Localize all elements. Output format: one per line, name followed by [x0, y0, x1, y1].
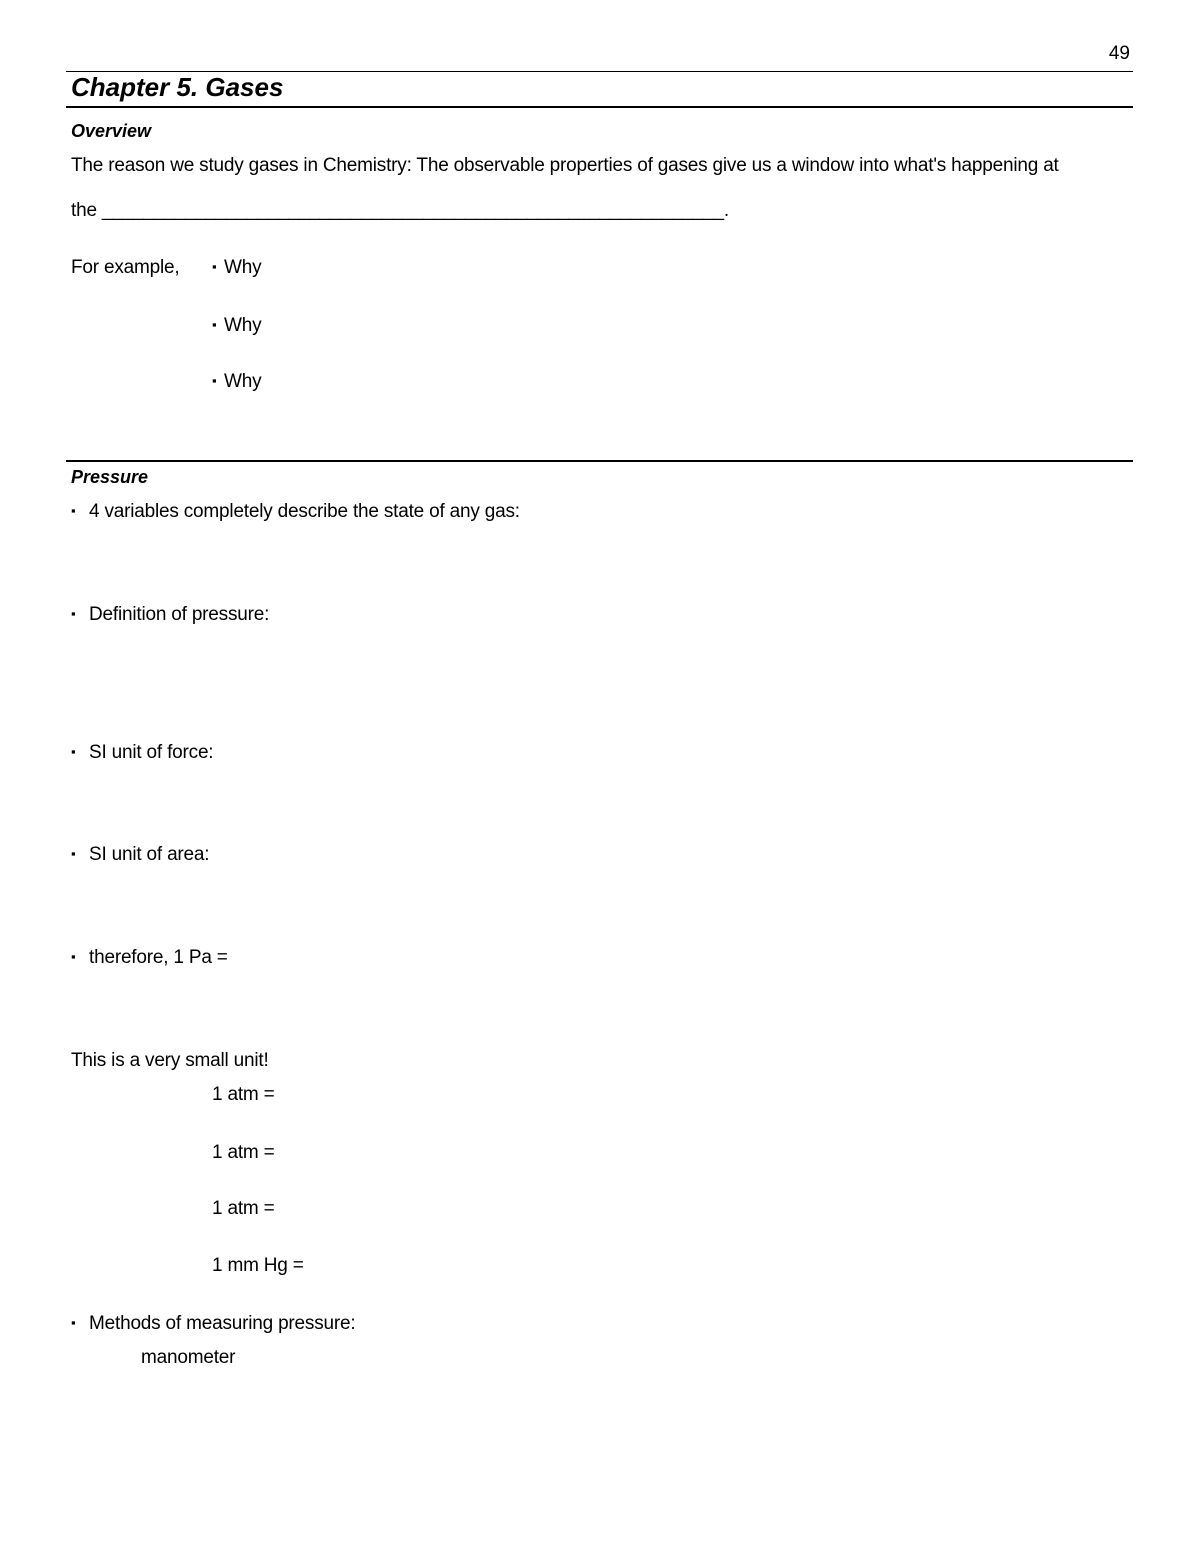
pressure-item-text: therefore, 1 Pa = — [89, 947, 228, 968]
bullet-icon: ▪ — [212, 373, 217, 388]
overview-line-1: The reason we study gases in Chemistry: The observable properties of gases give us a window into what's happening at — [71, 155, 1059, 176]
bullet-icon: ▪ — [71, 949, 76, 964]
bullet-icon: ▪ — [71, 606, 76, 621]
overview-heading: Overview — [71, 121, 152, 141]
bullet-icon: ▪ — [212, 259, 217, 274]
example-label: For example, — [71, 257, 180, 278]
why-item — [212, 257, 261, 279]
bullet-icon: ▪ — [212, 317, 217, 332]
why-item — [212, 371, 261, 393]
pressure-item-text: Definition of pressure: — [89, 604, 270, 625]
methods-label-text: Methods of measuring pressure: — [89, 1313, 356, 1334]
conversion-line: 1 atm = — [212, 1142, 275, 1163]
conversion-line: 1 mm Hg = — [212, 1255, 304, 1276]
pressure-item — [71, 947, 228, 969]
method-item: manometer — [141, 1347, 236, 1368]
chapter-title: Chapter 5. Gases — [71, 72, 284, 102]
page-number: 49 — [1108, 43, 1130, 64]
pressure-item — [71, 501, 520, 523]
why-item — [212, 315, 261, 337]
pressure-item-text: SI unit of area: — [89, 844, 210, 865]
bullet-icon: ▪ — [71, 1315, 76, 1330]
pressure-item — [71, 742, 213, 764]
bullet-icon: ▪ — [71, 744, 76, 759]
section-rule — [66, 460, 1133, 462]
conversion-line: 1 atm = — [212, 1084, 275, 1105]
pressure-item-text: SI unit of force: — [89, 742, 214, 763]
small-unit-note: This is a very small unit! — [71, 1050, 269, 1071]
pressure-item-text: 4 variables completely describe the state of any gas: — [89, 501, 520, 522]
why-text: Why — [224, 257, 262, 278]
why-text: Why — [224, 315, 262, 336]
title-rule — [66, 106, 1133, 108]
bullet-icon: ▪ — [71, 503, 76, 518]
overview-line-2: the ____________________________________________________________. — [71, 200, 729, 221]
bullet-icon: ▪ — [71, 846, 76, 861]
conversion-line: 1 atm = — [212, 1198, 275, 1219]
pressure-heading: Pressure — [71, 467, 149, 487]
why-text: Why — [224, 371, 262, 392]
pressure-item — [71, 844, 209, 866]
pressure-item — [71, 604, 269, 626]
methods-label — [71, 1313, 355, 1335]
